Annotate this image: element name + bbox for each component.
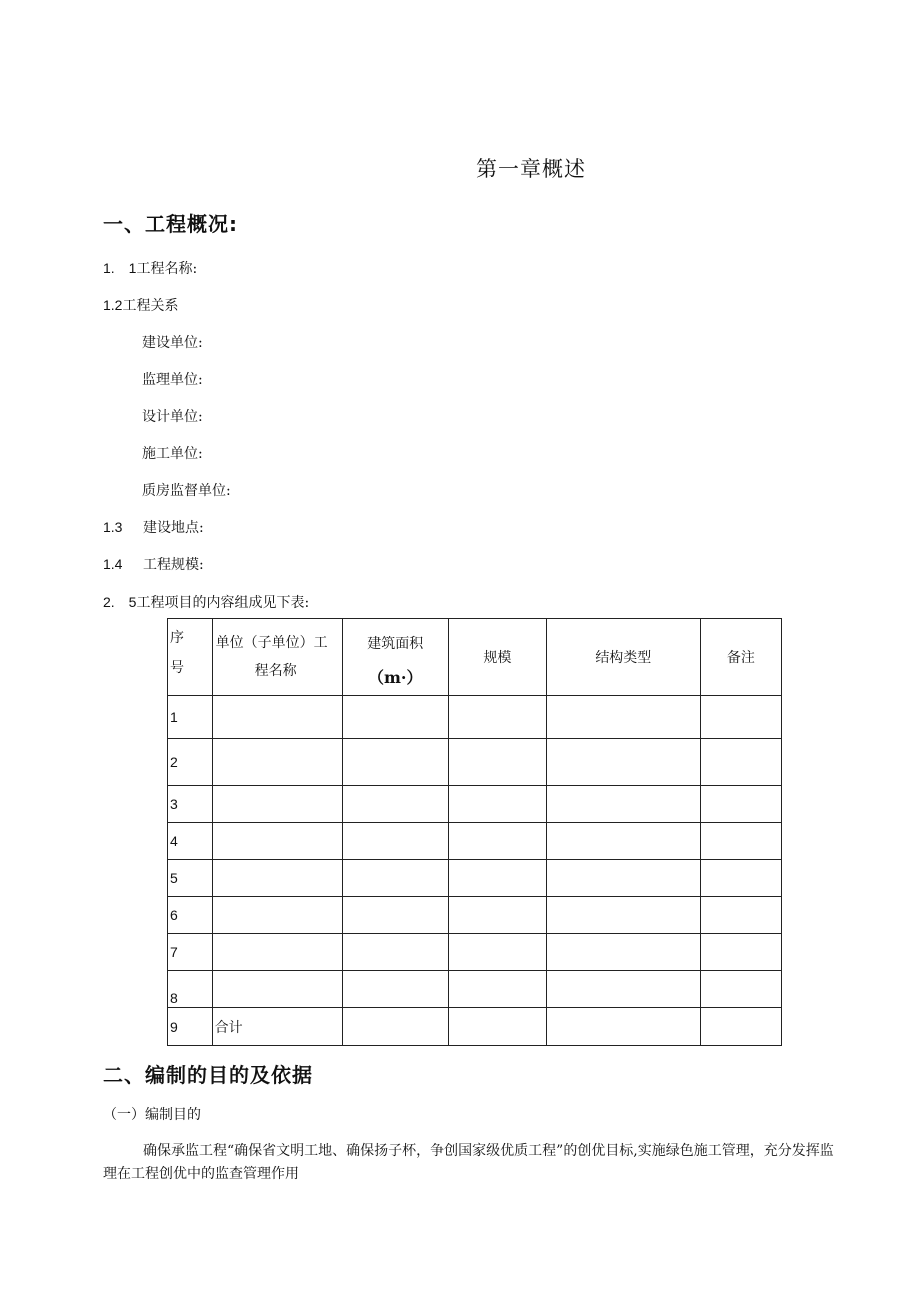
header-unit-name-line2: 程名称: [254, 663, 297, 679]
table-row: [168, 860, 782, 897]
cell-area: [342, 786, 448, 823]
header-area: [342, 619, 448, 696]
cell-remark: [700, 786, 781, 823]
cell-area: [342, 897, 448, 934]
item-1-1-label: 工程名称:: [136, 261, 198, 277]
item-1-3-label: 建设地点:: [143, 520, 204, 536]
row-number: 6: [168, 897, 213, 934]
header-unit-name-line1: 单位（子单位）工: [215, 635, 328, 651]
table-header-row: [168, 619, 782, 696]
header-seq-line1: 序: [170, 630, 184, 646]
cell-area: [342, 971, 448, 1008]
header-unit-name: [212, 619, 342, 696]
cell-scale: [448, 971, 546, 1008]
item-1-3-number: 1.3: [103, 519, 123, 535]
cell-area: [342, 739, 448, 786]
table-row: [168, 897, 782, 934]
table-row: [168, 823, 782, 860]
cell-unit-name: [212, 823, 342, 860]
header-area-label: 建筑面积: [367, 636, 424, 652]
cell-area: [342, 934, 448, 971]
header-seq-line2: 号: [170, 660, 184, 676]
cell-structure: [546, 786, 700, 823]
row-number: 5: [168, 860, 213, 897]
cell-structure: [546, 897, 700, 934]
item-1-1: [103, 258, 197, 278]
cell-scale: [448, 934, 546, 971]
row-number: 2: [168, 739, 213, 786]
header-area-unit: （m·）: [368, 668, 423, 687]
cell-structure: [546, 739, 700, 786]
item-1-4-number: 1.4: [103, 556, 123, 572]
table-row: [168, 934, 782, 971]
item-1-2: [103, 295, 178, 315]
cell-unit-name: [212, 786, 342, 823]
section-2-heading: 二、编制的目的及依据: [103, 1063, 313, 1087]
cell-area: [342, 823, 448, 860]
cell-structure: [546, 860, 700, 897]
cell-area: [342, 696, 448, 739]
cell-unit-name: [212, 739, 342, 786]
section-2-paragraph: [103, 1140, 838, 1186]
cell-unit-name: [212, 860, 342, 897]
cell-structure: [546, 971, 700, 1008]
cell-remark: [700, 739, 781, 786]
row-number: 8: [168, 971, 213, 1008]
item-1-3: [103, 517, 204, 537]
header-structure: 结构类型: [546, 619, 700, 696]
table-total-row: [168, 1008, 782, 1046]
cell-scale: [448, 860, 546, 897]
header-scale: 规模: [448, 619, 546, 696]
cell-scale: [448, 823, 546, 860]
row-number: 4: [168, 823, 213, 860]
table-row: [168, 786, 782, 823]
chapter-title: 第一章概述: [476, 157, 586, 181]
section-2-paragraph-text: 确保承监工程“确保省文明工地、确保扬子杯，争创国家级优质工程”的创优目标,实施绿色施工管理，充分发挥监理在工程创优中的监查管理作用: [103, 1143, 834, 1182]
unit-quality-supervision: 质房监督单位:: [142, 483, 231, 499]
row-number: 7: [168, 934, 213, 971]
total-row-number: 9: [168, 1008, 213, 1046]
cell-unit-name: [212, 971, 342, 1008]
table-row: [168, 696, 782, 739]
cell-structure: [546, 1008, 700, 1046]
header-seq: [168, 619, 213, 696]
total-label: 合计: [212, 1008, 342, 1046]
cell-remark: [700, 823, 781, 860]
cell-remark: [700, 897, 781, 934]
cell-scale: [448, 1008, 546, 1046]
table-row: [168, 971, 782, 1008]
table-row: [168, 739, 782, 786]
cell-unit-name: [212, 897, 342, 934]
cell-structure: [546, 696, 700, 739]
item-1-2-number: 1.2: [103, 297, 123, 313]
section-2-sub-1: （一）编制目的: [103, 1107, 201, 1123]
cell-scale: [448, 786, 546, 823]
cell-remark: [700, 696, 781, 739]
cell-remark: [700, 934, 781, 971]
unit-contractor: 施工单位:: [142, 446, 203, 462]
row-number: 1: [168, 696, 213, 739]
cell-remark: [700, 971, 781, 1008]
cell-structure: [546, 934, 700, 971]
cell-scale: [448, 897, 546, 934]
unit-construction: 建设单位:: [142, 335, 203, 351]
row-number: 3: [168, 786, 213, 823]
item-1-4-label: 工程规模:: [143, 557, 204, 573]
item-2-5-number: 2. 5: [103, 594, 137, 610]
cell-area: [342, 1008, 448, 1046]
unit-supervision: 监理单位:: [142, 372, 203, 388]
item-2-5: [103, 592, 309, 612]
unit-design: 设计单位:: [142, 409, 203, 425]
item-1-2-label: 工程关系: [122, 298, 179, 314]
item-1-1-number: 1. 1: [103, 260, 137, 276]
item-2-5-label: 工程项目的内容组成见下表:: [136, 595, 310, 611]
cell-unit-name: [212, 696, 342, 739]
section-1-heading: 一、工程概况:: [103, 212, 238, 236]
cell-structure: [546, 823, 700, 860]
cell-unit-name: [212, 934, 342, 971]
cell-remark: [700, 860, 781, 897]
header-remark: 备注: [700, 619, 781, 696]
cell-remark: [700, 1008, 781, 1046]
item-1-4: [103, 554, 204, 574]
cell-scale: [448, 696, 546, 739]
cell-scale: [448, 739, 546, 786]
project-table: [167, 618, 782, 1046]
cell-area: [342, 860, 448, 897]
